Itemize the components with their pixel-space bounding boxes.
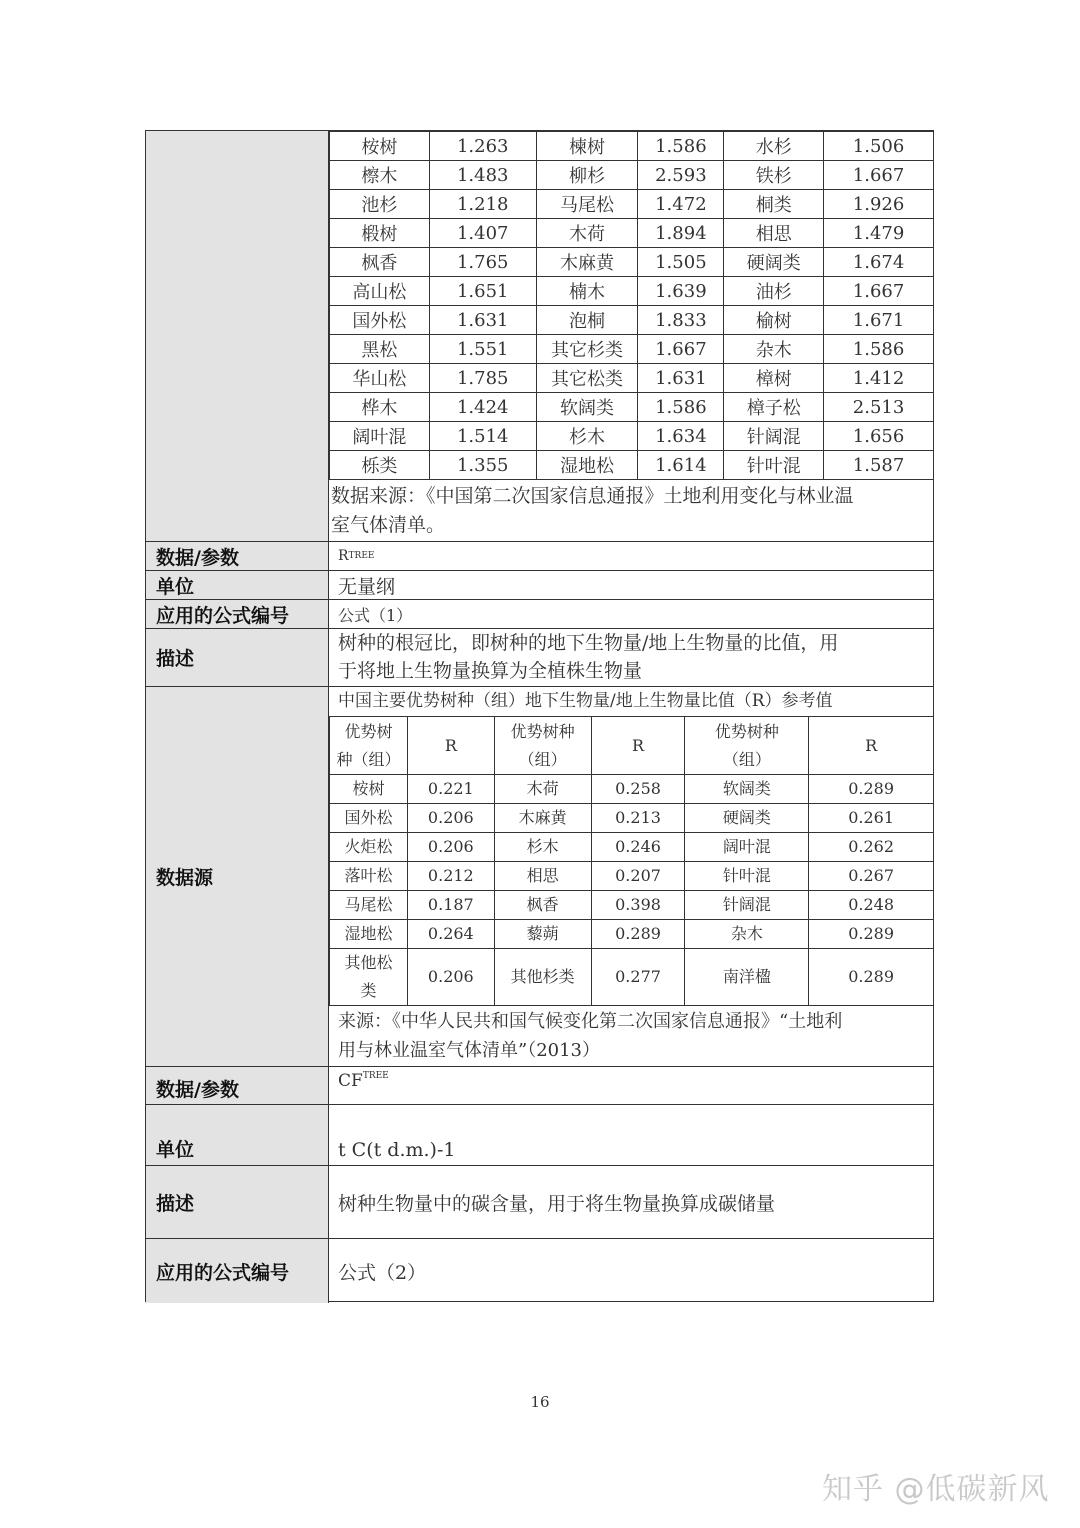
- species-cell: 杂木: [724, 335, 824, 364]
- species-cell: 针叶混: [724, 451, 824, 480]
- species-cell: 榆树: [724, 306, 824, 335]
- table-row: [330, 862, 934, 891]
- root-shoot-source-note: [338, 1007, 842, 1065]
- ratio-cell: 0.289: [809, 775, 934, 804]
- value-cell: 1.483: [429, 161, 536, 190]
- ratio-cell: 0.398: [591, 891, 685, 920]
- description-line-2: 于将地上生物量换算为全植株生物量: [338, 660, 643, 682]
- ratio-cell: 0.289: [809, 949, 934, 1006]
- value-cell: 1.587: [824, 451, 934, 480]
- description-value: [329, 629, 933, 686]
- table-row: [330, 161, 934, 190]
- value-cell: 1.667: [824, 161, 934, 190]
- density-table-cell: [329, 131, 933, 541]
- value-cell: 1.667: [638, 335, 724, 364]
- header-cell: [685, 717, 809, 775]
- species-cell: 樟子松: [724, 393, 824, 422]
- species-cell: 黑松: [330, 335, 430, 364]
- value-cell: 1.263: [429, 132, 536, 161]
- species-cell: 马尾松: [536, 190, 638, 219]
- species-cell: [330, 833, 408, 862]
- description-value-2: 树种生物量中的碳含量，用于将生物量换算成碳储量: [338, 1192, 776, 1215]
- description-line-1: 树种的根冠比，即树种的地下生物量/地上生物量的比值，用: [338, 632, 839, 654]
- species-line: 杂木: [730, 924, 763, 943]
- species-cell: [330, 891, 408, 920]
- ratio-cell: 0.206: [407, 949, 494, 1006]
- table-row: [330, 132, 934, 161]
- ratio-cell: 0.248: [809, 891, 934, 920]
- symbol-subscript: TREE: [348, 551, 375, 561]
- species-cell: 国外松: [330, 306, 430, 335]
- table-row: [330, 364, 934, 393]
- species-line: 相思: [526, 866, 559, 885]
- ratio-cell: 0.206: [407, 833, 494, 862]
- species-line: 软阔类: [722, 779, 771, 798]
- formula-value-2: 公式（2）: [338, 1261, 427, 1284]
- ratio-cell: 0.212: [407, 862, 494, 891]
- value-cell: 1.355: [429, 451, 536, 480]
- ratio-cell: 0.289: [809, 920, 934, 949]
- species-cell: 阔叶混: [330, 422, 430, 451]
- root-shoot-ratio-table: [329, 716, 934, 1006]
- value-cell: 2.513: [824, 393, 934, 422]
- header-cell: [591, 717, 685, 775]
- species-cell: 泡桐: [536, 306, 638, 335]
- value-cell: 1.631: [638, 364, 724, 393]
- description-row-2: [146, 1165, 933, 1238]
- species-cell: 楠木: [536, 277, 638, 306]
- table-row: [330, 422, 934, 451]
- species-cell: 硬阔类: [724, 248, 824, 277]
- table-row: [330, 277, 934, 306]
- ratio-cell: 0.261: [809, 804, 934, 833]
- species-cell: [685, 920, 809, 949]
- species-line: 阔叶混: [722, 837, 771, 856]
- header-row: [330, 717, 934, 775]
- species-line: 桉树: [352, 779, 385, 798]
- ratio-cell: 0.187: [407, 891, 494, 920]
- species-line: 马尾松: [344, 895, 393, 914]
- param-label-2: 数据/参数: [146, 1067, 329, 1104]
- header-line: （组）: [722, 749, 771, 769]
- species-cell: [330, 775, 408, 804]
- species-cell: [685, 891, 809, 920]
- value-cell: 1.412: [824, 364, 934, 393]
- species-line: 类: [360, 981, 377, 1000]
- species-line: 火炬松: [344, 837, 393, 856]
- source-line-1: 数据来源：《中国第二次国家信息通报》土地利用变化与林业温: [331, 485, 854, 507]
- value-cell: 1.479: [824, 219, 934, 248]
- species-cell: 楝树: [536, 132, 638, 161]
- unit-label-2: 单位: [146, 1105, 329, 1165]
- species-cell: 其它杉类: [536, 335, 638, 364]
- formula-row: [146, 599, 933, 628]
- species-line: 其他杉类: [510, 967, 575, 986]
- description-label: 描述: [146, 629, 329, 686]
- value-cell: 1.833: [638, 306, 724, 335]
- header-line: 优势树种: [510, 721, 575, 741]
- species-cell: [330, 804, 408, 833]
- param-symbol-2: [329, 1067, 933, 1104]
- data-source-cell: [329, 687, 933, 1066]
- ratio-cell: 0.262: [809, 833, 934, 862]
- species-cell: [685, 804, 809, 833]
- species-cell: 枫香: [330, 248, 430, 277]
- species-cell: 高山松: [330, 277, 430, 306]
- source-line-2: 用与林业温室气体清单”（2013）: [338, 1040, 601, 1061]
- unit-row-2: [146, 1104, 933, 1165]
- value-cell: 1.765: [429, 248, 536, 277]
- ratio-cell: 0.258: [591, 775, 685, 804]
- density-source-note: [331, 482, 854, 540]
- species-cell: 湿地松: [536, 451, 638, 480]
- species-cell: 桦木: [330, 393, 430, 422]
- value-cell: 1.894: [638, 219, 724, 248]
- species-line: 枫香: [526, 895, 559, 914]
- value-cell: 1.614: [638, 451, 724, 480]
- species-cell: 油杉: [724, 277, 824, 306]
- header-cell: [407, 717, 494, 775]
- param-label: 数据/参数: [146, 542, 329, 570]
- header-cell: [494, 717, 591, 775]
- species-line: 其他松: [344, 953, 393, 972]
- header-line: 优势树种: [714, 721, 779, 741]
- value-cell: 1.651: [429, 277, 536, 306]
- species-cell: 椴树: [330, 219, 430, 248]
- header-line: R: [632, 735, 645, 755]
- value-cell: 1.656: [824, 422, 934, 451]
- header-line: R: [865, 735, 878, 755]
- species-line: 湿地松: [344, 924, 393, 943]
- species-line: 针阔混: [722, 895, 771, 914]
- table-row: [330, 451, 934, 480]
- value-cell: 2.593: [638, 161, 724, 190]
- table-row: [330, 920, 934, 949]
- table-row: [330, 219, 934, 248]
- species-cell: [494, 891, 591, 920]
- source-line-1: 来源：《中华人民共和国气候变化第二次国家信息通报》“土地利: [338, 1011, 843, 1032]
- value-cell: 1.639: [638, 277, 724, 306]
- species-cell: 木荷: [536, 219, 638, 248]
- unit-row: [146, 570, 933, 599]
- species-cell: [330, 920, 408, 949]
- formula-row-2: [146, 1238, 933, 1303]
- species-cell: [685, 775, 809, 804]
- parameter-table: [145, 130, 934, 1302]
- value-cell: 1.631: [429, 306, 536, 335]
- species-cell: 杉木: [536, 422, 638, 451]
- page-number: 16: [530, 1393, 550, 1411]
- header-line: 种（组）: [336, 749, 401, 769]
- species-line: 落叶松: [344, 866, 393, 885]
- header-cell: [809, 717, 934, 775]
- species-line: 针叶混: [722, 866, 771, 885]
- species-cell: [685, 862, 809, 891]
- header-line: （组）: [518, 749, 567, 769]
- ratio-cell: 0.277: [591, 949, 685, 1006]
- ratio-cell: 0.206: [407, 804, 494, 833]
- species-cell: 池杉: [330, 190, 430, 219]
- value-cell: 1.667: [824, 277, 934, 306]
- species-line: 杉木: [526, 837, 559, 856]
- param-row-2: [146, 1066, 933, 1104]
- value-cell: 1.424: [429, 393, 536, 422]
- param-symbol: [329, 542, 933, 570]
- header-cell: [330, 717, 408, 775]
- species-line: 国外松: [344, 808, 393, 827]
- value-cell: 1.634: [638, 422, 724, 451]
- value-cell: 1.505: [638, 248, 724, 277]
- row-label-empty: [146, 131, 329, 541]
- value-cell: 1.514: [429, 422, 536, 451]
- description-row: [146, 628, 933, 686]
- zhihu-watermark: 知乎 @低碳新风: [822, 1472, 1050, 1507]
- species-line: 南洋楹: [722, 967, 771, 986]
- species-cell: 桐类: [724, 190, 824, 219]
- species-cell: 华山松: [330, 364, 430, 393]
- table-row: [330, 335, 934, 364]
- symbol-text: CF: [338, 1071, 363, 1091]
- value-cell: 1.586: [824, 335, 934, 364]
- species-cell: [685, 833, 809, 862]
- header-line: 优势树: [344, 721, 393, 741]
- species-cell: 檫木: [330, 161, 430, 190]
- table-row: [330, 775, 934, 804]
- value-cell: 1.407: [429, 219, 536, 248]
- unit-value-2: t C(t d.m.)-1: [338, 1139, 456, 1161]
- species-line: 木荷: [526, 779, 559, 798]
- symbol-text: R: [338, 548, 349, 564]
- value-cell: 1.586: [638, 132, 724, 161]
- data-source-row: [146, 686, 933, 1066]
- species-cell: [330, 949, 408, 1006]
- table-row: [330, 891, 934, 920]
- species-line: 木麻黄: [518, 808, 567, 827]
- table-row: [330, 949, 934, 1006]
- species-cell: 软阔类: [536, 393, 638, 422]
- species-cell: 柳杉: [536, 161, 638, 190]
- value-cell: 1.218: [429, 190, 536, 219]
- table-row: [330, 833, 934, 862]
- header-line: R: [444, 735, 457, 755]
- value-cell: 1.674: [824, 248, 934, 277]
- species-cell: 樟树: [724, 364, 824, 393]
- species-cell: 相思: [724, 219, 824, 248]
- value-cell: 1.586: [638, 393, 724, 422]
- formula-label: 应用的公式编号: [146, 600, 329, 628]
- species-line: 藜蒴: [526, 924, 559, 943]
- formula-value: 公式（1）: [338, 605, 413, 625]
- value-cell: 1.926: [824, 190, 934, 219]
- table-row: [330, 248, 934, 277]
- value-cell: 1.551: [429, 335, 536, 364]
- table-row: [330, 393, 934, 422]
- species-line: 硬阔类: [722, 808, 771, 827]
- species-cell: [330, 862, 408, 891]
- species-cell: [494, 833, 591, 862]
- root-shoot-table-title: 中国主要优势树种（组）地下生物量/地上生物量比值（R）参考值: [338, 691, 833, 711]
- species-cell: 桉树: [330, 132, 430, 161]
- species-cell: 铁杉: [724, 161, 824, 190]
- species-cell: 水杉: [724, 132, 824, 161]
- table-row: [330, 804, 934, 833]
- species-cell: [685, 949, 809, 1006]
- ratio-cell: 0.207: [591, 862, 685, 891]
- density-table-row: [146, 131, 933, 541]
- species-cell: [494, 862, 591, 891]
- species-cell: 栎类: [330, 451, 430, 480]
- wood-density-table: [329, 131, 934, 480]
- ratio-cell: 0.289: [591, 920, 685, 949]
- unit-label: 单位: [146, 571, 329, 599]
- species-cell: 针阔混: [724, 422, 824, 451]
- species-cell: [494, 949, 591, 1006]
- value-cell: 1.506: [824, 132, 934, 161]
- formula-label-2: 应用的公式编号: [146, 1239, 329, 1303]
- species-cell: [494, 775, 591, 804]
- species-cell: [494, 804, 591, 833]
- table-row: [330, 306, 934, 335]
- source-line-2: 室气体清单。: [331, 514, 446, 536]
- param-row: [146, 541, 933, 570]
- data-source-label: 数据源: [146, 687, 329, 1066]
- ratio-cell: 0.221: [407, 775, 494, 804]
- table-row: [330, 190, 934, 219]
- ratio-cell: 0.264: [407, 920, 494, 949]
- species-cell: 其它松类: [536, 364, 638, 393]
- description-label-2: 描述: [146, 1166, 329, 1238]
- symbol-subscript: TREE: [362, 1071, 389, 1081]
- unit-value: 无量纲: [338, 575, 396, 598]
- value-cell: 1.785: [429, 364, 536, 393]
- species-cell: 木麻黄: [536, 248, 638, 277]
- ratio-cell: 0.213: [591, 804, 685, 833]
- ratio-cell: 0.267: [809, 862, 934, 891]
- ratio-cell: 0.246: [591, 833, 685, 862]
- species-cell: [494, 920, 591, 949]
- value-cell: 1.671: [824, 306, 934, 335]
- value-cell: 1.472: [638, 190, 724, 219]
